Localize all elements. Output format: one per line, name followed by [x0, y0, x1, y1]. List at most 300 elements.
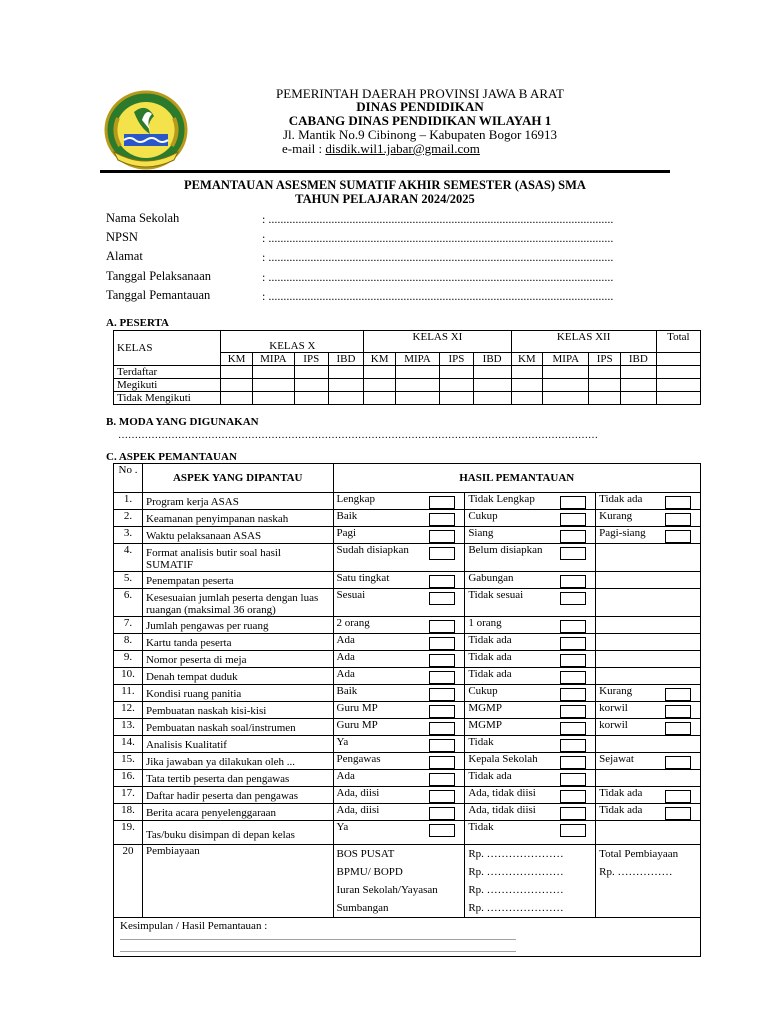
cell[interactable] [221, 379, 253, 392]
option-2 [468, 527, 592, 539]
option-cell [596, 634, 701, 651]
option-2 [468, 787, 592, 799]
option-checkbox[interactable] [665, 807, 691, 820]
option-checkbox[interactable] [560, 756, 586, 769]
option-label: Siang [468, 527, 494, 539]
cell[interactable] [252, 392, 294, 405]
option-3 [599, 787, 697, 799]
option-1 [337, 634, 462, 646]
header-line-1: PEMERINTAH DAERAH PROVINSI JAWA B ARAT [276, 86, 564, 101]
sub-km: KM [511, 353, 543, 366]
aspek-label: Jika jawaban ya dilakukan oleh ... [142, 753, 333, 770]
option-label: Tidak [468, 821, 494, 833]
header-line-2: DINAS PENDIDIKAN [356, 99, 484, 114]
option-cell [465, 544, 596, 572]
option-checkbox[interactable] [665, 705, 691, 718]
row-number: 3. [114, 527, 143, 544]
option-label: Tidak ada [599, 493, 643, 505]
option-2 [468, 572, 592, 584]
option-checkbox[interactable] [560, 620, 586, 633]
total-rp-field[interactable]: Rp. …………… [599, 866, 673, 878]
aspek-label: Penempatan peserta [142, 572, 333, 589]
option-checkbox[interactable] [429, 722, 455, 735]
option-checkbox[interactable] [665, 722, 691, 735]
option-2 [468, 685, 592, 697]
pembiayaan-label: Pembiayaan [142, 845, 333, 918]
cell[interactable] [589, 366, 621, 379]
option-2 [468, 589, 592, 601]
moda-field[interactable]: ……………………………………………………………………………………………………………………………… [118, 430, 598, 441]
option-label: MGMP [468, 702, 502, 714]
cell[interactable] [656, 379, 700, 392]
sub-ips: IPS [294, 353, 328, 366]
option-cell [596, 685, 701, 702]
option-cell [465, 572, 596, 589]
row-number: 17. [114, 787, 143, 804]
row-number: 5. [114, 572, 143, 589]
option-cell [465, 702, 596, 719]
option-label: Tidak [468, 736, 494, 748]
option-checkbox[interactable] [665, 688, 691, 701]
option-checkbox[interactable] [560, 705, 586, 718]
total-label: Total Pembiayaan [599, 848, 679, 860]
aspek-label: Jumlah pengawas per ruang [142, 617, 333, 634]
cell[interactable] [656, 392, 700, 405]
option-label: Kurang [599, 510, 633, 522]
option-checkbox[interactable] [560, 513, 586, 526]
source-item: BPMU/ BOPD [336, 866, 403, 878]
cell[interactable] [221, 392, 253, 405]
row-number: 9. [114, 651, 143, 668]
section-b-title: B. MODA YANG DIGUNAKAN [106, 416, 259, 428]
col-hasil-header: HASIL PEMANTAUAN [333, 464, 700, 493]
option-label: Ada [336, 634, 355, 646]
aspek-row [114, 702, 701, 719]
cell[interactable] [589, 392, 621, 405]
option-cell [596, 787, 701, 804]
option-cell [596, 736, 701, 753]
field-label-npsn: NPSN [106, 230, 138, 244]
aspek-label: Kesesuaian jumlah peserta dengan luas ruangan (maksimal 36 orang) [142, 589, 333, 617]
option-checkbox[interactable] [560, 592, 586, 605]
option-label: korwil [599, 702, 628, 714]
cell[interactable] [511, 379, 543, 392]
cell[interactable] [440, 379, 474, 392]
option-checkbox[interactable] [429, 790, 455, 803]
option-label: Tidak ada [599, 787, 643, 799]
option-checkbox[interactable] [429, 671, 455, 684]
option-1 [337, 787, 462, 799]
aspek-label: Format analisis butir soal hasil SUMATIF [142, 544, 333, 572]
option-cell [596, 589, 701, 617]
doc-title: PEMANTAUAN ASESMEN SUMATIF AKHIR SEMESTER (ASAS) SMA [184, 178, 586, 192]
option-1 [337, 572, 462, 584]
option-label: Sesuai [336, 589, 366, 601]
option-checkbox[interactable] [560, 739, 586, 752]
option-1 [337, 493, 462, 505]
option-label: Ada, tidak diisi [468, 804, 536, 816]
option-label: Ada [336, 770, 355, 782]
cell[interactable] [440, 392, 474, 405]
option-3 [599, 702, 697, 714]
option-2 [468, 770, 592, 782]
option-2 [468, 493, 592, 505]
option-cell [333, 719, 465, 736]
aspek-row [114, 668, 701, 685]
pembiayaan-row [114, 845, 701, 918]
option-3 [599, 510, 697, 522]
option-checkbox[interactable] [429, 575, 455, 588]
cell[interactable] [328, 392, 364, 405]
kesimpulan-line-2[interactable]: ...................................................................................................................................................................................................... [120, 945, 516, 954]
field-value-nama-sekolah[interactable]: : ................................................................................................................... [262, 212, 614, 226]
option-checkbox[interactable] [429, 756, 455, 769]
option-checkbox[interactable] [665, 756, 691, 769]
email-link[interactable]: disdik.wil1.jabar@gmail.com [325, 141, 480, 156]
option-checkbox[interactable] [429, 530, 455, 543]
option-cell [465, 493, 596, 510]
option-label: Ya [336, 736, 349, 748]
aspek-row [114, 651, 701, 668]
aspek-label: Program kerja ASAS [142, 493, 333, 510]
option-cell [465, 634, 596, 651]
option-checkbox[interactable] [429, 592, 455, 605]
option-cell [596, 493, 701, 510]
option-2 [468, 668, 592, 680]
aspek-label: Daftar hadir peserta dan pengawas [142, 787, 333, 804]
row-number: 19. [114, 821, 143, 845]
row-number: 8. [114, 634, 143, 651]
row-number: 14. [114, 736, 143, 753]
option-checkbox[interactable] [560, 637, 586, 650]
option-cell [596, 527, 701, 544]
option-checkbox[interactable] [429, 637, 455, 650]
option-cell [465, 787, 596, 804]
cell[interactable] [294, 366, 328, 379]
option-cell [596, 719, 701, 736]
row-terdaftar: Terdaftar [114, 366, 221, 379]
option-cell [465, 589, 596, 617]
row-number: 18. [114, 804, 143, 821]
cell[interactable] [620, 366, 656, 379]
field-value-tgl-pemantauan[interactable]: : ................................................................................................................... [262, 289, 614, 303]
option-label: 2 orang [336, 617, 370, 629]
option-label: Ya [336, 821, 349, 833]
cell[interactable] [364, 379, 396, 392]
option-1 [337, 527, 462, 539]
option-1 [337, 510, 462, 522]
sub-mipa: MIPA [395, 353, 439, 366]
aspek-row [114, 634, 701, 651]
option-checkbox[interactable] [560, 688, 586, 701]
option-checkbox[interactable] [560, 654, 586, 667]
cell[interactable] [511, 366, 543, 379]
sub-ibd: IBD [328, 353, 364, 366]
cell[interactable] [395, 379, 439, 392]
option-checkbox[interactable] [560, 722, 586, 735]
rp-field[interactable]: Rp. ………………… [468, 848, 564, 860]
option-label: Ada [336, 651, 355, 663]
option-cell [333, 510, 465, 527]
option-cell [333, 736, 465, 753]
field-value-tgl-pelaksanaan[interactable]: : ................................................................................................................... [262, 270, 614, 284]
option-checkbox[interactable] [429, 705, 455, 718]
row-number: 1. [114, 493, 143, 510]
option-checkbox[interactable] [560, 496, 586, 509]
option-checkbox[interactable] [429, 739, 455, 752]
option-checkbox[interactable] [560, 824, 586, 837]
option-label: Ada, diisi [336, 787, 380, 799]
option-cell [333, 572, 465, 589]
option-label: Gabungan [468, 572, 514, 584]
option-2 [468, 702, 592, 714]
option-cell [596, 702, 701, 719]
option-cell [333, 787, 465, 804]
row-number: 10. [114, 668, 143, 685]
aspek-label: Pembuatan naskah soal/instrumen [142, 719, 333, 736]
option-1 [337, 685, 462, 697]
aspek-row [114, 787, 701, 804]
cell[interactable] [440, 366, 474, 379]
option-cell [333, 753, 465, 770]
option-3 [599, 685, 697, 697]
row-number: 7. [114, 617, 143, 634]
sub-ibd: IBD [473, 353, 511, 366]
cell[interactable] [543, 379, 589, 392]
option-2 [468, 634, 592, 646]
option-cell [333, 804, 465, 821]
sources-cell [333, 845, 465, 918]
option-label: Ada [336, 668, 355, 680]
option-2 [468, 804, 592, 816]
sub-km: KM [221, 353, 253, 366]
option-cell [465, 821, 596, 845]
cell[interactable] [395, 366, 439, 379]
option-label: Tidak Lengkap [468, 493, 535, 505]
cell[interactable] [294, 379, 328, 392]
peserta-table [113, 330, 701, 405]
aspek-row [114, 527, 701, 544]
option-label: Pagi-siang [599, 527, 646, 539]
option-2 [468, 617, 592, 629]
option-cell [465, 719, 596, 736]
field-value-alamat[interactable]: : ................................................................................................................... [262, 250, 614, 264]
option-cell [465, 804, 596, 821]
aspek-row [114, 589, 701, 617]
row-number: 20 [114, 845, 143, 918]
option-checkbox[interactable] [560, 671, 586, 684]
section-c-title: C. ASPEK PEMANTAUAN [106, 451, 237, 463]
row-number: 16. [114, 770, 143, 787]
cell[interactable] [473, 366, 511, 379]
option-checkbox[interactable] [560, 530, 586, 543]
option-3 [599, 804, 697, 816]
cell[interactable] [543, 366, 589, 379]
option-cell [465, 651, 596, 668]
cell[interactable] [473, 392, 511, 405]
source-item: Sumbangan [336, 902, 389, 914]
option-3 [599, 527, 697, 539]
cell[interactable] [294, 392, 328, 405]
aspek-label: Nomor peserta di meja [142, 651, 333, 668]
total-cell [596, 845, 701, 918]
kesimpulan-row [114, 918, 701, 957]
rp-cell [465, 845, 596, 918]
option-checkbox[interactable] [560, 790, 586, 803]
cell[interactable] [473, 379, 511, 392]
option-checkbox[interactable] [665, 530, 691, 543]
kesimpulan-line-1[interactable]: ...................................................................................................................................................................................................... [120, 933, 516, 942]
kelas-header: KELAS [114, 331, 221, 366]
option-cell [333, 527, 465, 544]
option-checkbox[interactable] [429, 773, 455, 786]
option-checkbox[interactable] [429, 654, 455, 667]
option-cell [596, 804, 701, 821]
option-cell [596, 544, 701, 572]
kelas-xii-header: KELAS XII [511, 331, 656, 353]
cell[interactable] [252, 379, 294, 392]
option-cell [596, 651, 701, 668]
option-label: Kurang [599, 685, 633, 697]
cell[interactable] [543, 392, 589, 405]
option-checkbox[interactable] [429, 824, 455, 837]
option-checkbox[interactable] [429, 620, 455, 633]
option-label: Guru MP [336, 719, 378, 731]
sub-ips: IPS [440, 353, 474, 366]
row-number: 15. [114, 753, 143, 770]
option-checkbox[interactable] [560, 575, 586, 588]
row-number: 13. [114, 719, 143, 736]
option-cell [596, 510, 701, 527]
cell[interactable] [328, 379, 364, 392]
option-label: Cukup [468, 685, 498, 697]
field-label-alamat: Alamat [106, 249, 143, 263]
option-3 [599, 719, 697, 731]
option-label: MGMP [468, 719, 502, 731]
option-1 [337, 753, 462, 765]
option-cell [596, 821, 701, 845]
field-label-nama-sekolah: Nama Sekolah [106, 211, 180, 225]
aspek-row [114, 770, 701, 787]
rp-field[interactable]: Rp. ………………… [468, 902, 564, 914]
option-label: Kepala Sekolah [468, 753, 538, 765]
rp-field[interactable]: Rp. ………………… [468, 884, 564, 896]
option-cell [333, 668, 465, 685]
option-label: Tidak ada [599, 804, 643, 816]
option-checkbox[interactable] [429, 807, 455, 820]
field-value-npsn[interactable]: : ................................................................................................................... [262, 231, 614, 245]
option-label: Sejawat [599, 753, 634, 765]
option-label: Lengkap [336, 493, 375, 505]
option-label: korwil [599, 719, 628, 731]
option-cell [465, 736, 596, 753]
option-cell [596, 572, 701, 589]
source-item: BOS PUSAT [336, 848, 395, 860]
option-checkbox[interactable] [560, 807, 586, 820]
cell[interactable] [328, 366, 364, 379]
option-1 [337, 821, 462, 833]
rp-field[interactable]: Rp. ………………… [468, 866, 564, 878]
kesimpulan-cell [114, 918, 701, 957]
kelas-xi-header: KELAS XI [364, 331, 511, 353]
header-address: Jl. Mantik No.9 Cibinong – Kabupaten Bogor 16913 [282, 127, 558, 142]
option-1 [337, 589, 462, 601]
total-header: Total [656, 331, 700, 353]
cell[interactable] [221, 366, 253, 379]
option-cell [333, 651, 465, 668]
cell[interactable] [364, 366, 396, 379]
doc-subtitle: TAHUN PELAJARAN 2024/2025 [295, 192, 475, 206]
aspek-row [114, 821, 701, 845]
aspek-label: Kondisi ruang panitia [142, 685, 333, 702]
option-checkbox[interactable] [429, 688, 455, 701]
row-number: 4. [114, 544, 143, 572]
cell[interactable] [252, 366, 294, 379]
cell[interactable] [620, 392, 656, 405]
option-1 [337, 736, 462, 748]
aspek-label: Analisis Kualitatif [142, 736, 333, 753]
option-cell [333, 493, 465, 510]
option-2 [468, 821, 592, 833]
row-number: 11. [114, 685, 143, 702]
option-3 [599, 493, 697, 505]
cell[interactable] [620, 379, 656, 392]
section-a-title: A. PESERTA [106, 317, 169, 329]
cell[interactable] [656, 366, 700, 379]
aspek-row [114, 685, 701, 702]
option-label: Guru MP [336, 702, 378, 714]
option-checkbox[interactable] [560, 773, 586, 786]
option-1 [337, 617, 462, 629]
option-cell [465, 510, 596, 527]
cell[interactable] [395, 392, 439, 405]
option-cell [333, 589, 465, 617]
option-label: Sudah disiapkan [336, 544, 409, 556]
option-label: Tidak ada [468, 770, 512, 782]
option-1 [337, 668, 462, 680]
option-label: Pengawas [336, 753, 381, 765]
option-checkbox[interactable] [560, 547, 586, 560]
option-label: Tidak ada [468, 651, 512, 663]
option-cell [465, 753, 596, 770]
option-checkbox[interactable] [665, 790, 691, 803]
cell[interactable] [589, 379, 621, 392]
option-2 [468, 544, 592, 556]
aspek-label: Pembuatan naskah kisi-kisi [142, 702, 333, 719]
option-cell [596, 617, 701, 634]
option-cell [333, 634, 465, 651]
option-label: Baik [336, 685, 358, 697]
aspek-row [114, 544, 701, 572]
option-cell [596, 770, 701, 787]
option-1 [337, 544, 462, 556]
option-cell [596, 753, 701, 770]
option-cell [596, 668, 701, 685]
cell[interactable] [511, 392, 543, 405]
option-label: Baik [336, 510, 358, 522]
aspek-row [114, 719, 701, 736]
option-checkbox[interactable] [665, 513, 691, 526]
option-checkbox[interactable] [429, 547, 455, 560]
option-1 [337, 719, 462, 731]
option-checkbox[interactable] [429, 496, 455, 509]
cell[interactable] [364, 392, 396, 405]
option-checkbox[interactable] [429, 513, 455, 526]
option-label: Belum disiapkan [468, 544, 543, 556]
option-checkbox[interactable] [665, 496, 691, 509]
aspek-label: Kartu tanda peserta [142, 634, 333, 651]
row-number: 2. [114, 510, 143, 527]
